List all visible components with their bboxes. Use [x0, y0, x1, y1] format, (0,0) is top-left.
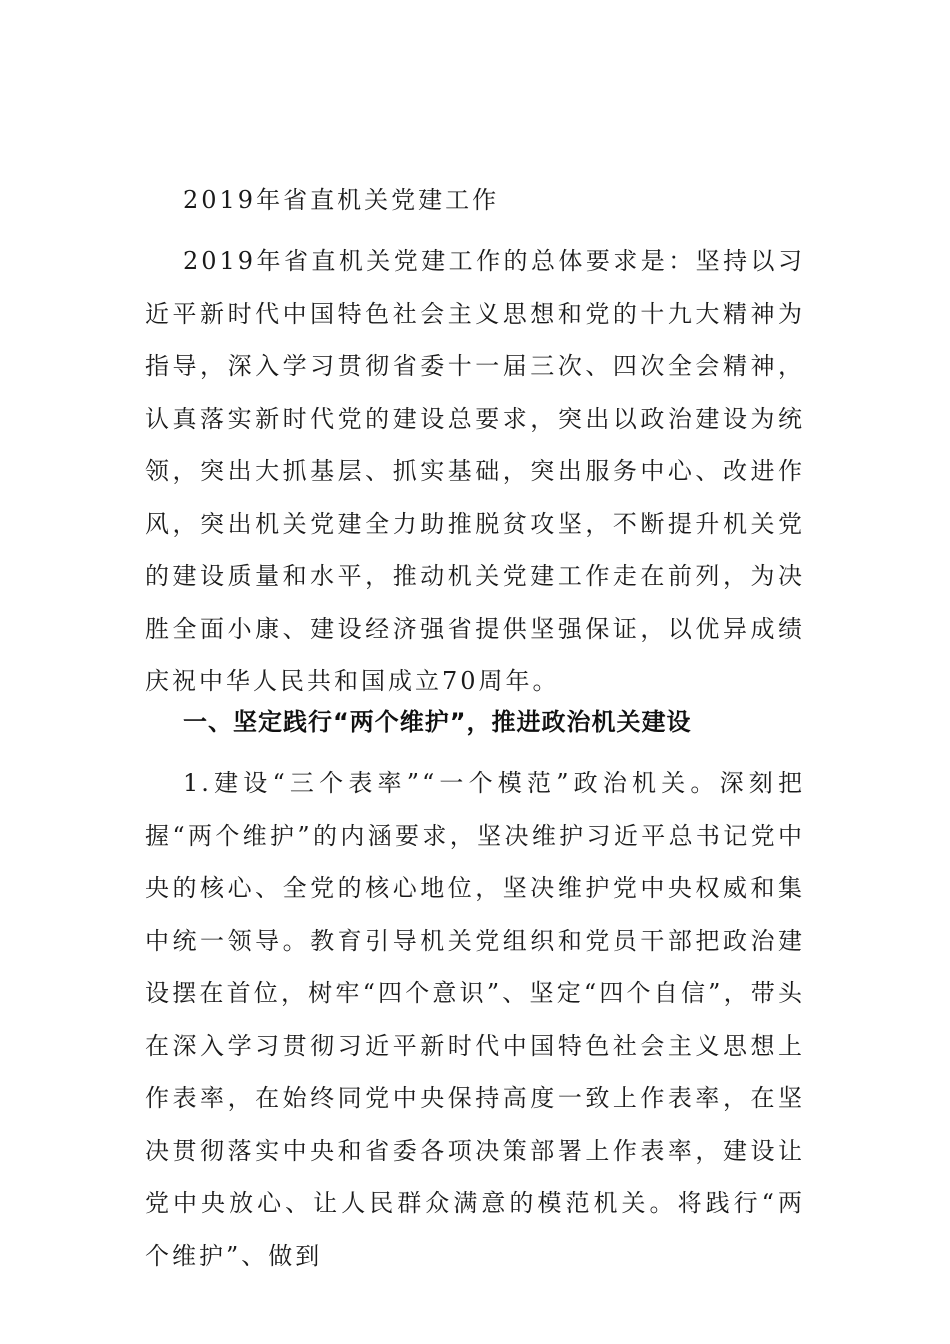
- intro-paragraph: 2019年省直机关党建工作的总体要求是：坚持以习近平新时代中国特色社会主义思想和党的十九大精神为指导，深入学习贯彻省委十一届三次、四次全会精神，认真落实新时代党的建设总要求，突出以政治建设为统领，突出大抓基层、抓实基础，突出服务中心、改进作风，突出机关党建全力助推脱贫攻坚，不断提升机关党的建设质量和水平，推动机关党建工作走在前列，为决胜全面小康、建设经济强省提供坚强保证，以优异成绩庆祝中华人民共和国成立70周年。: [145, 247, 805, 695]
- item-paragraph: 1.建设“三个表率”“一个模范”政治机关。深刻把握“两个维护”的内涵要求，坚决维护习近平总书记党中央的核心、全党的核心地位，坚决维护党中央权威和集中统一领导。教育引导机关党组织和党员干部把政治建设摆在首位，树牢“四个意识”、坚定“四个自信”，带头在深入学习贯彻习近平新时代中国特色社会主义思想上作表率，在始终同党中央保持高度一致上作表率，在坚决贯彻落实中央和省委各项决策部署上作表率，建设让党中央放心、让人民群众满意的模范机关。将践行“两个维护”、做到: [145, 769, 805, 1270]
- document-title: 2019年省直机关党建工作: [183, 186, 500, 214]
- section-heading: 一、坚定践行“两个维护”，推进政治机关建设: [183, 708, 692, 736]
